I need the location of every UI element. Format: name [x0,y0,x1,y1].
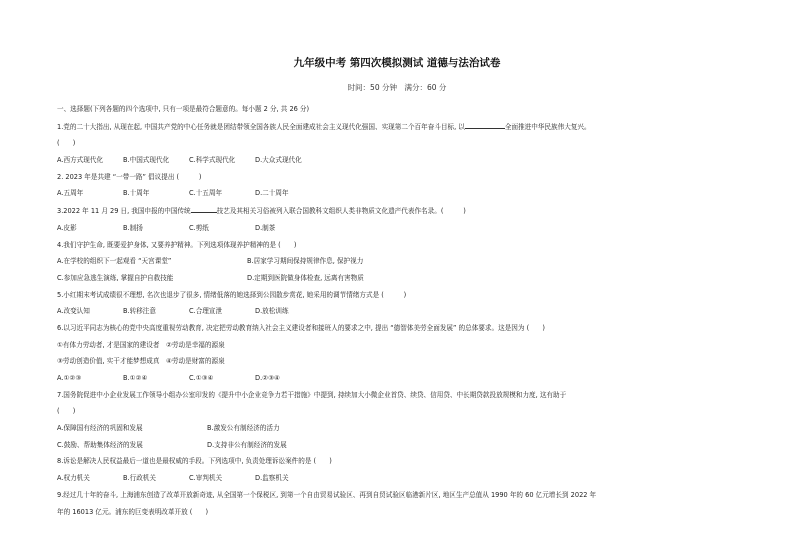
question-3-options [57,223,747,234]
question-7-options-row1 [57,423,747,434]
option-d: D.放松训练 [255,307,289,316]
option-a: A.皮影 [57,223,77,232]
option-d: D.②③④ [255,374,280,382]
option-c: C.合理宣泄 [189,307,223,316]
exam-meta: 时间：50 分钟 满分：60 分 [347,83,447,92]
question-3-stem [57,205,747,217]
option-d: D.大众式现代化 [255,156,302,165]
question-1-stem [57,121,747,133]
option-a: A.改变认知 [57,307,90,316]
option-b: B.①②④ [123,374,148,382]
question-1-stem-a: 1.党的二十大指出, 从现在起, 中国共产党的中心任务就是团结带领全国各族人民全面建成社会主义现代化强国、实现第二个百年奋斗目标, 以 [57,122,465,131]
question-6-stem: 6.以习近平同志为核心的党中央高度重视劳动教育, 决定把劳动教育纳入社会主义建设者和接班人的要求之中, 提出 “德智体美劳全面发展” 的总体要求。这是因为 ( ) [57,323,545,332]
option-b: B.行政机关 [123,474,156,483]
question-6-item-row2: ③劳动创造价值, 实干才能梦想成真 ④劳动是财富的源泉 [57,357,225,366]
option-b: B.中国式现代化 [123,156,170,165]
question-8-stem: 8.诉讼是解决人民权益最后一道也是最权威的手段。下列选项中, 负责处理诉讼案件的是 ( ) [57,457,332,466]
option-c: C.①③④ [189,374,214,382]
option-b: B.居家学习期间保持规律作息, 保护视力 [247,257,364,266]
question-7-options-row2 [57,440,747,451]
option-c: C.参加应急逃生演练, 掌握自护自救技能 [57,273,174,282]
option-d: D.支持非公有制经济的发展 [207,440,287,449]
question-2-stem: 2. 2023 年是共建 “一带一路” 倡议提出 ( ) [57,172,202,181]
question-3-stem-b: 技艺及其相关习俗被列入联合国教科文组织人类非物质文化遗产代表作名录。( ) [216,207,466,216]
option-a: A.五周年 [57,189,84,198]
exam-title: 九年级中考 第四次模拟测试 道德与法治试卷 [293,57,501,69]
option-b: B.激发公有制经济的活力 [207,424,280,433]
question-4-options-row2 [57,273,747,284]
option-c: C.审判机关 [189,474,223,483]
option-c: C.科学式现代化 [189,156,236,165]
option-d: D.制茶 [255,223,276,232]
question-5-options [57,306,747,317]
question-9-stem-b: 年的 16013 亿元。浦东的巨变表明改革开放 ( ) [57,507,209,516]
question-4-stem: 4.我们守护生命, 既要爱护身体, 又要养护精神。下列选项体现养护精神的是 ( ) [57,240,297,249]
question-9-stem-a: 9.经过几十年的奋斗, 上海浦东创造了改革开放新奇迹, 从全国第一个保税区, 到第一个自由贸易试验区、再到自贸试验区临港新片区, 地区生产总值从 1990 年的 60 亿元增长到 2022 年 [57,490,597,499]
section-heading: 一、选择题(下列各题的四个选项中, 只有一项是最符合题意的。每小题 2 分, 共 26 分) [57,105,310,113]
question-4-options-row1 [57,256,747,267]
question-1-stem-b: 全面推进中华民族伟大复兴。 [504,122,591,131]
option-a: A.西方式现代化 [57,156,104,165]
option-c: C.十五周年 [189,189,223,198]
question-7-paren: ( ) [57,407,76,416]
option-c: C.剪纸 [189,223,209,232]
question-5-stem: 5.小红期末考试成绩很不理想, 名次也退步了很多, 情绪低落的她选择到公园散步赏花, 她采用的调节情绪方式是 ( ) [57,290,407,299]
question-3-stem-a: 3.2022 年 11 月 29 日, 我国申报的中国传统 [57,207,191,216]
option-a: A.保障国有经济的巩固和发展 [57,424,143,433]
option-a: A.①②③ [57,374,82,382]
option-c: C.鼓励、帮助集体经济的发展 [57,440,143,449]
question-6-options [57,373,747,384]
option-d: D.监察机关 [255,474,289,483]
option-a: A.权力机关 [57,474,90,483]
answer-blank [191,205,217,213]
answer-blank [465,121,505,129]
exam-content [57,104,747,523]
question-1-options [57,155,747,166]
option-d: D.二十周年 [255,189,289,198]
question-7-stem: 7.国务院促进中小企业发展工作领导小组办公室印发的《提升中小企业竞争力若干措施》中提到, 持续加大小微企业首贷、续贷、信用贷、中长期贷款投放规模和力度, 这有助于 [57,390,567,399]
question-8-options [57,473,747,484]
question-6-item-row1: ①有体力劳动者, 才是国家的建设者 ②劳动是幸福的源泉 [57,340,225,349]
question-2-options [57,188,747,199]
option-b: B.转移注意 [123,307,156,316]
option-a: A.在学校的组织下一起观看 “天宫课堂” [57,257,172,266]
option-b: B.十周年 [123,189,150,198]
option-b: B.制扬 [123,223,143,232]
question-1-paren: ( ) [57,139,76,148]
option-d: D.定期到医院做身体检查, 远离有害物质 [247,273,364,282]
